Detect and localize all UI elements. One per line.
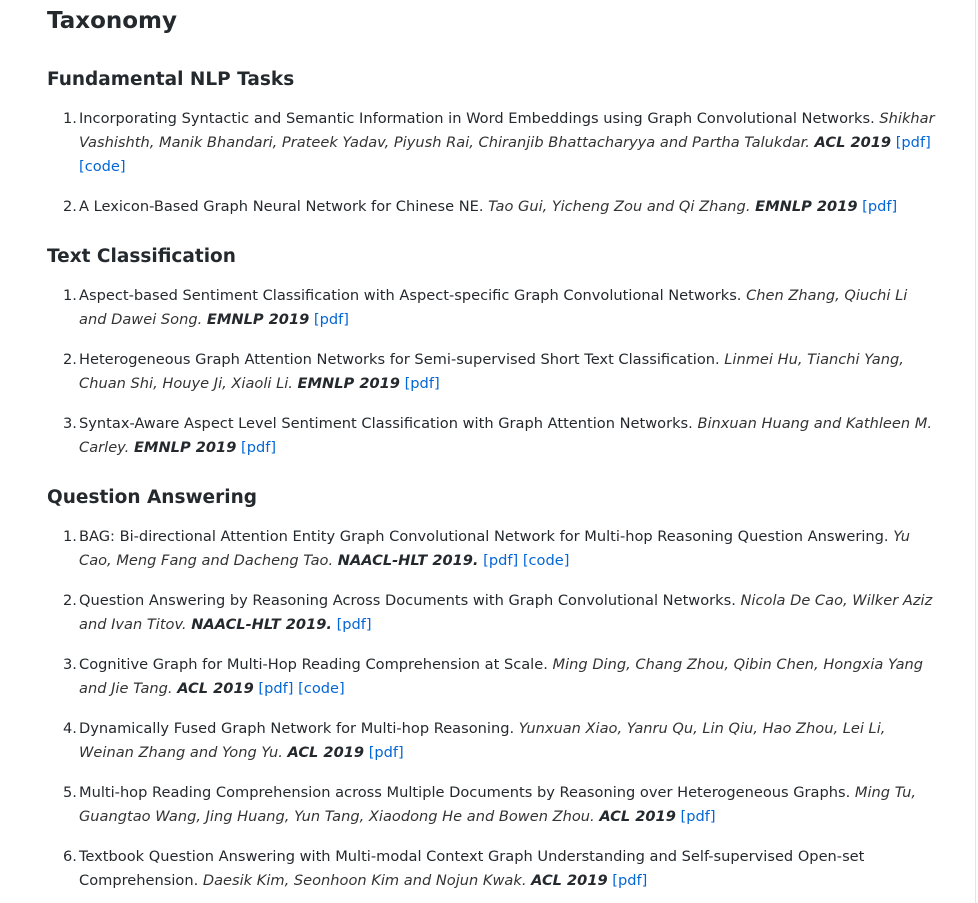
paper-authors: Ming Tu, Guangtao Wang, Jing Huang, Yun Tang, Xiaodong He and Bowen Zhou. xyxy=(79,784,917,825)
pdf-link[interactable]: [pdf] xyxy=(862,198,898,215)
pdf-link[interactable]: [pdf] xyxy=(680,808,716,825)
paper-title: Aspect-based Sentiment Classification with Aspect-specific Graph Convolutional Networks. xyxy=(79,287,742,304)
paper-title: A Lexicon-Based Graph Neural Network for Chinese NE. xyxy=(79,198,484,215)
paper-authors: Nicola De Cao, Wilker Aziz and Ivan Titov. xyxy=(79,592,933,633)
pdf-link[interactable]: [pdf] xyxy=(483,552,519,569)
paper-venue: EMNLP 2019 xyxy=(133,439,237,456)
paper-authors: Ming Ding, Chang Zhou, Qibin Chen, Hongxia Yang and Jie Tang. xyxy=(79,656,924,697)
paper-list-item xyxy=(47,781,937,829)
paper-venue: EMNLP 2019 xyxy=(755,198,858,215)
content-border xyxy=(975,0,976,903)
paper-venue: EMNLP 2019 xyxy=(297,375,400,392)
paper-venue: ACL 2019 xyxy=(531,872,608,889)
paper-list-item xyxy=(47,589,937,637)
paper-authors: Tao Gui, Yicheng Zou and Qi Zhang. xyxy=(488,198,751,215)
paper-list-item xyxy=(47,845,937,893)
paper-venue: NAACL-HLT 2019. xyxy=(191,616,332,633)
code-link[interactable]: [code] xyxy=(298,680,345,697)
pdf-link[interactable]: [pdf] xyxy=(368,744,404,761)
paper-list-question-answering xyxy=(47,525,937,893)
paper-authors: Daesik Kim, Seonhoon Kim and Nojun Kwak. xyxy=(202,872,527,889)
pdf-link[interactable]: [pdf] xyxy=(258,680,294,697)
code-link[interactable]: [code] xyxy=(79,158,126,175)
paper-venue: NAACL-HLT 2019. xyxy=(337,552,479,569)
list-number: 1. xyxy=(63,528,77,545)
list-number: 3. xyxy=(63,656,77,673)
list-number: 2. xyxy=(63,351,77,368)
paper-venue: ACL 2019 xyxy=(599,808,676,825)
paper-venue: ACL 2019 xyxy=(814,134,892,151)
list-number: 5. xyxy=(63,784,77,801)
paper-title: BAG: Bi-directional Attention Entity Graph Convolutional Network for Multi-hop Reasoning Question Answering. xyxy=(79,528,889,545)
paper-list-item xyxy=(47,284,937,332)
paper-venue: EMNLP 2019 xyxy=(206,311,310,328)
list-number: 1. xyxy=(63,110,77,127)
paper-title: Question Answering by Reasoning Across Documents with Graph Convolutional Networks. xyxy=(79,592,736,609)
paper-list-item xyxy=(47,525,937,573)
paper-authors: Yunxuan Xiao, Yanru Qu, Lin Qiu, Hao Zhou, Lei Li, Weinan Zhang and Yong Yu. xyxy=(79,720,886,761)
paper-title: Incorporating Syntactic and Semantic Information in Word Embeddings using Graph Convolutional Networks. xyxy=(79,110,875,127)
paper-title: Syntax-Aware Aspect Level Sentiment Classification with Graph Attention Networks. xyxy=(79,415,693,432)
paper-authors: Yu Cao, Meng Fang and Dacheng Tao. xyxy=(79,528,911,569)
page-title: Taxonomy xyxy=(47,8,178,34)
list-number: 1. xyxy=(63,287,77,304)
paper-list-text-classification xyxy=(47,284,937,460)
paper-venue: ACL 2019 xyxy=(177,680,254,697)
paper-title: Cognitive Graph for Multi-Hop Reading Comprehension at Scale. xyxy=(79,656,548,673)
paper-title: Heterogeneous Graph Attention Networks for Semi-supervised Short Text Classification. xyxy=(79,351,720,368)
pdf-link[interactable]: [pdf] xyxy=(241,439,277,456)
paper-title: Dynamically Fused Graph Network for Multi-hop Reasoning. xyxy=(79,720,515,737)
paper-list-item xyxy=(47,107,937,179)
paper-authors: Chen Zhang, Qiuchi Li and Dawei Song. xyxy=(79,287,908,328)
pdf-link[interactable]: [pdf] xyxy=(404,375,440,392)
list-number: 3. xyxy=(63,415,77,432)
paper-authors: Binxuan Huang and Kathleen M. Carley. xyxy=(79,415,932,456)
list-number: 2. xyxy=(63,198,77,215)
paper-list-item xyxy=(47,412,937,460)
paper-list-fundamental-nlp xyxy=(47,107,937,219)
section-heading-fundamental-nlp: Fundamental NLP Tasks xyxy=(47,69,295,90)
paper-authors: Shikhar Vashishth, Manik Bhandari, Prateek Yadav, Piyush Rai, Chiranjib Bhattacharyya and Partha Talukdar. xyxy=(79,110,935,151)
paper-list-item xyxy=(47,348,937,396)
paper-venue: ACL 2019 xyxy=(287,744,365,761)
section-heading-text-classification: Text Classification xyxy=(47,246,236,267)
list-number: 2. xyxy=(63,592,77,609)
paper-list-item xyxy=(47,195,937,219)
pdf-link[interactable]: [pdf] xyxy=(336,616,372,633)
code-link[interactable]: [code] xyxy=(522,552,570,569)
paper-list-item xyxy=(47,717,937,765)
paper-title: Textbook Question Answering with Multi-modal Context Graph Understanding and Self-supervised Open-set Comprehension. xyxy=(79,848,865,889)
paper-list-item xyxy=(47,653,937,701)
list-number: 4. xyxy=(63,720,77,737)
paper-authors: Linmei Hu, Tianchi Yang, Chuan Shi, Houye Ji, Xiaoli Li. xyxy=(79,351,904,392)
pdf-link[interactable]: [pdf] xyxy=(895,134,931,151)
section-heading-question-answering: Question Answering xyxy=(47,487,257,508)
paper-title: Multi-hop Reading Comprehension across Multiple Documents by Reasoning over Heterogeneous Graphs. xyxy=(79,784,851,801)
list-number: 6. xyxy=(63,848,77,865)
pdf-link[interactable]: [pdf] xyxy=(612,872,648,889)
pdf-link[interactable]: [pdf] xyxy=(313,311,349,328)
